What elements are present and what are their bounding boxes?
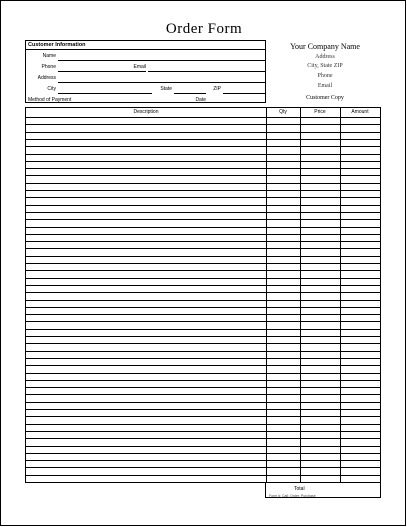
table-row[interactable] (26, 219, 380, 220)
company-email: Email (317, 83, 333, 89)
table-row[interactable] (26, 292, 380, 293)
table-row[interactable] (26, 197, 380, 198)
name-field[interactable] (58, 60, 265, 61)
table-row[interactable] (26, 139, 380, 140)
table-row[interactable] (26, 285, 380, 286)
city-field[interactable] (58, 93, 152, 94)
table-row[interactable] (26, 183, 380, 184)
company-address: Address (315, 54, 335, 60)
table-row[interactable] (26, 161, 380, 162)
phone-label: Phone (41, 64, 56, 70)
column-header-amount: Amount (351, 109, 369, 115)
page-title: Order Form (165, 21, 243, 37)
table-row[interactable] (26, 424, 380, 425)
table-row[interactable] (26, 300, 380, 301)
table-row[interactable] (26, 263, 380, 264)
payment-label: Method of Payment (28, 97, 72, 103)
table-row[interactable] (26, 460, 380, 461)
column-divider-qty (266, 108, 267, 482)
city-label: City (47, 86, 56, 92)
table-row[interactable] (26, 168, 380, 169)
customer-copy-label: Customer Copy (306, 95, 344, 101)
customer-info-heading: Customer Information (28, 42, 86, 48)
state-field[interactable] (174, 93, 206, 94)
column-header-price: Price (314, 109, 326, 115)
table-row[interactable] (26, 365, 380, 366)
table-row[interactable] (26, 146, 380, 147)
divider (26, 49, 265, 50)
table-row[interactable] (26, 124, 380, 125)
phone-field[interactable] (58, 71, 146, 72)
table-row[interactable] (26, 307, 380, 308)
table-row[interactable] (26, 358, 380, 359)
email-field[interactable] (148, 71, 265, 72)
column-divider-price (300, 108, 301, 482)
table-row[interactable] (26, 241, 380, 242)
table-row[interactable] (26, 402, 380, 403)
company-city-line: City, State ZIP (307, 63, 343, 69)
table-row[interactable] (26, 190, 380, 191)
table-row[interactable] (26, 154, 380, 155)
table-row[interactable] (26, 278, 380, 279)
table-row[interactable] (26, 248, 380, 249)
name-label: Name (42, 53, 56, 59)
table-row[interactable] (26, 227, 380, 228)
table-row[interactable] (26, 205, 380, 206)
zip-field[interactable] (223, 93, 265, 94)
table-row[interactable] (26, 212, 380, 213)
table-row[interactable] (26, 446, 380, 447)
table-row[interactable] (26, 467, 380, 468)
table-row[interactable] (26, 175, 380, 176)
zip-label: ZIP (213, 86, 221, 92)
table-row[interactable] (26, 321, 380, 322)
footer-note: Form #: Call: Order: Purchase (269, 494, 316, 498)
table-row[interactable] (26, 438, 380, 439)
state-label: State (160, 86, 172, 92)
table-row[interactable] (26, 343, 380, 344)
table-row[interactable] (26, 234, 380, 235)
item-table (25, 107, 381, 483)
address-field[interactable] (58, 82, 265, 83)
table-row[interactable] (26, 409, 380, 410)
column-divider-amount (340, 108, 341, 482)
column-header-description: Description (133, 109, 159, 115)
header-divider (26, 117, 380, 118)
table-row[interactable] (26, 380, 380, 381)
table-row[interactable] (26, 132, 380, 133)
table-row[interactable] (26, 453, 380, 454)
total-label: Total (294, 486, 305, 492)
table-row[interactable] (26, 475, 380, 476)
table-row[interactable] (26, 394, 380, 395)
company-name: Your Company Name (290, 42, 360, 51)
column-header-qty: Qty (279, 109, 287, 115)
table-row[interactable] (26, 431, 380, 432)
customer-info-box (25, 40, 266, 103)
table-row[interactable] (26, 387, 380, 388)
table-row[interactable] (26, 416, 380, 417)
date-field[interactable] (208, 102, 265, 103)
company-phone: Phone (317, 73, 333, 79)
address-label: Address (37, 75, 56, 81)
table-row[interactable] (26, 314, 380, 315)
table-row[interactable] (26, 329, 380, 330)
table-row[interactable] (26, 256, 380, 257)
date-label: Date (195, 97, 206, 103)
email-label: Email (133, 64, 146, 70)
table-row[interactable] (26, 373, 380, 374)
table-row[interactable] (26, 336, 380, 337)
table-row[interactable] (26, 270, 380, 271)
table-row[interactable] (26, 351, 380, 352)
